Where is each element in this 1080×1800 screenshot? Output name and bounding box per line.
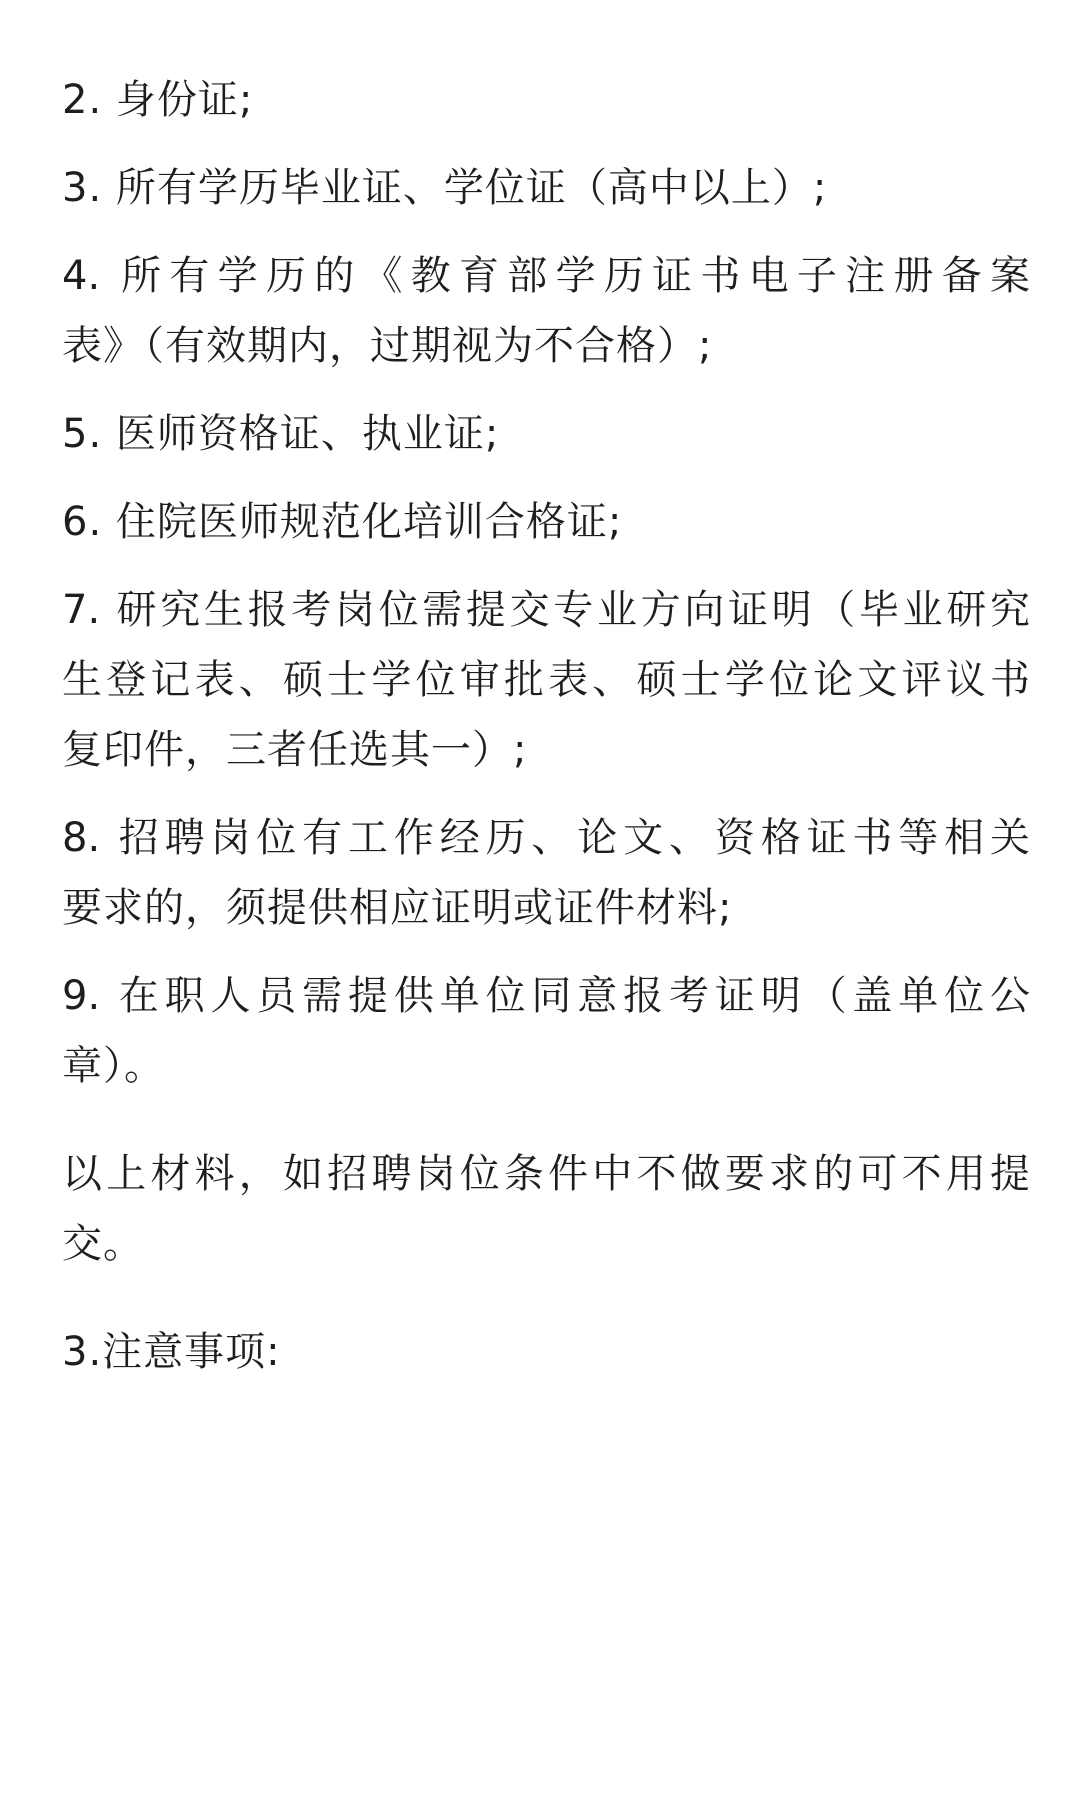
list-item-continuation: 章）。 xyxy=(62,1043,165,1089)
section-heading: 3.注意事项: xyxy=(62,1329,281,1375)
list-item: 4. 所有学历的《教育部学历证书电子注册备案 xyxy=(62,253,1030,299)
list-item: 8. 招聘岗位有工作经历、论文、资格证书等相关 xyxy=(62,815,1030,861)
list-item-continuation: 复印件，三者任选其一）; xyxy=(62,727,528,773)
list-item-continuation: 生登记表、硕士学位审批表、硕士学位论文评议书 xyxy=(62,657,1030,703)
list-item: 7. 研究生报考岗位需提交专业方向证明（毕业研究 xyxy=(62,587,1030,633)
list-item: 2. 身份证; xyxy=(62,77,254,123)
list-item-continuation: 要求的，须提供相应证明或证件材料; xyxy=(62,885,733,931)
list-item: 9. 在职人员需提供单位同意报考证明（盖单位公 xyxy=(62,973,1030,1019)
list-item: 6. 住院医师规范化培训合格证; xyxy=(62,499,623,545)
list-item: 5. 医师资格证、执业证; xyxy=(62,411,500,457)
note-paragraph: 以上材料，如招聘岗位条件中不做要求的可不用提 xyxy=(62,1151,1030,1197)
list-item: 3. 所有学历毕业证、学位证（高中以上）; xyxy=(62,165,828,211)
note-paragraph-continuation: 交。 xyxy=(62,1221,144,1267)
list-item-continuation: 表》（有效期内，过期视为不合格）; xyxy=(62,323,713,369)
